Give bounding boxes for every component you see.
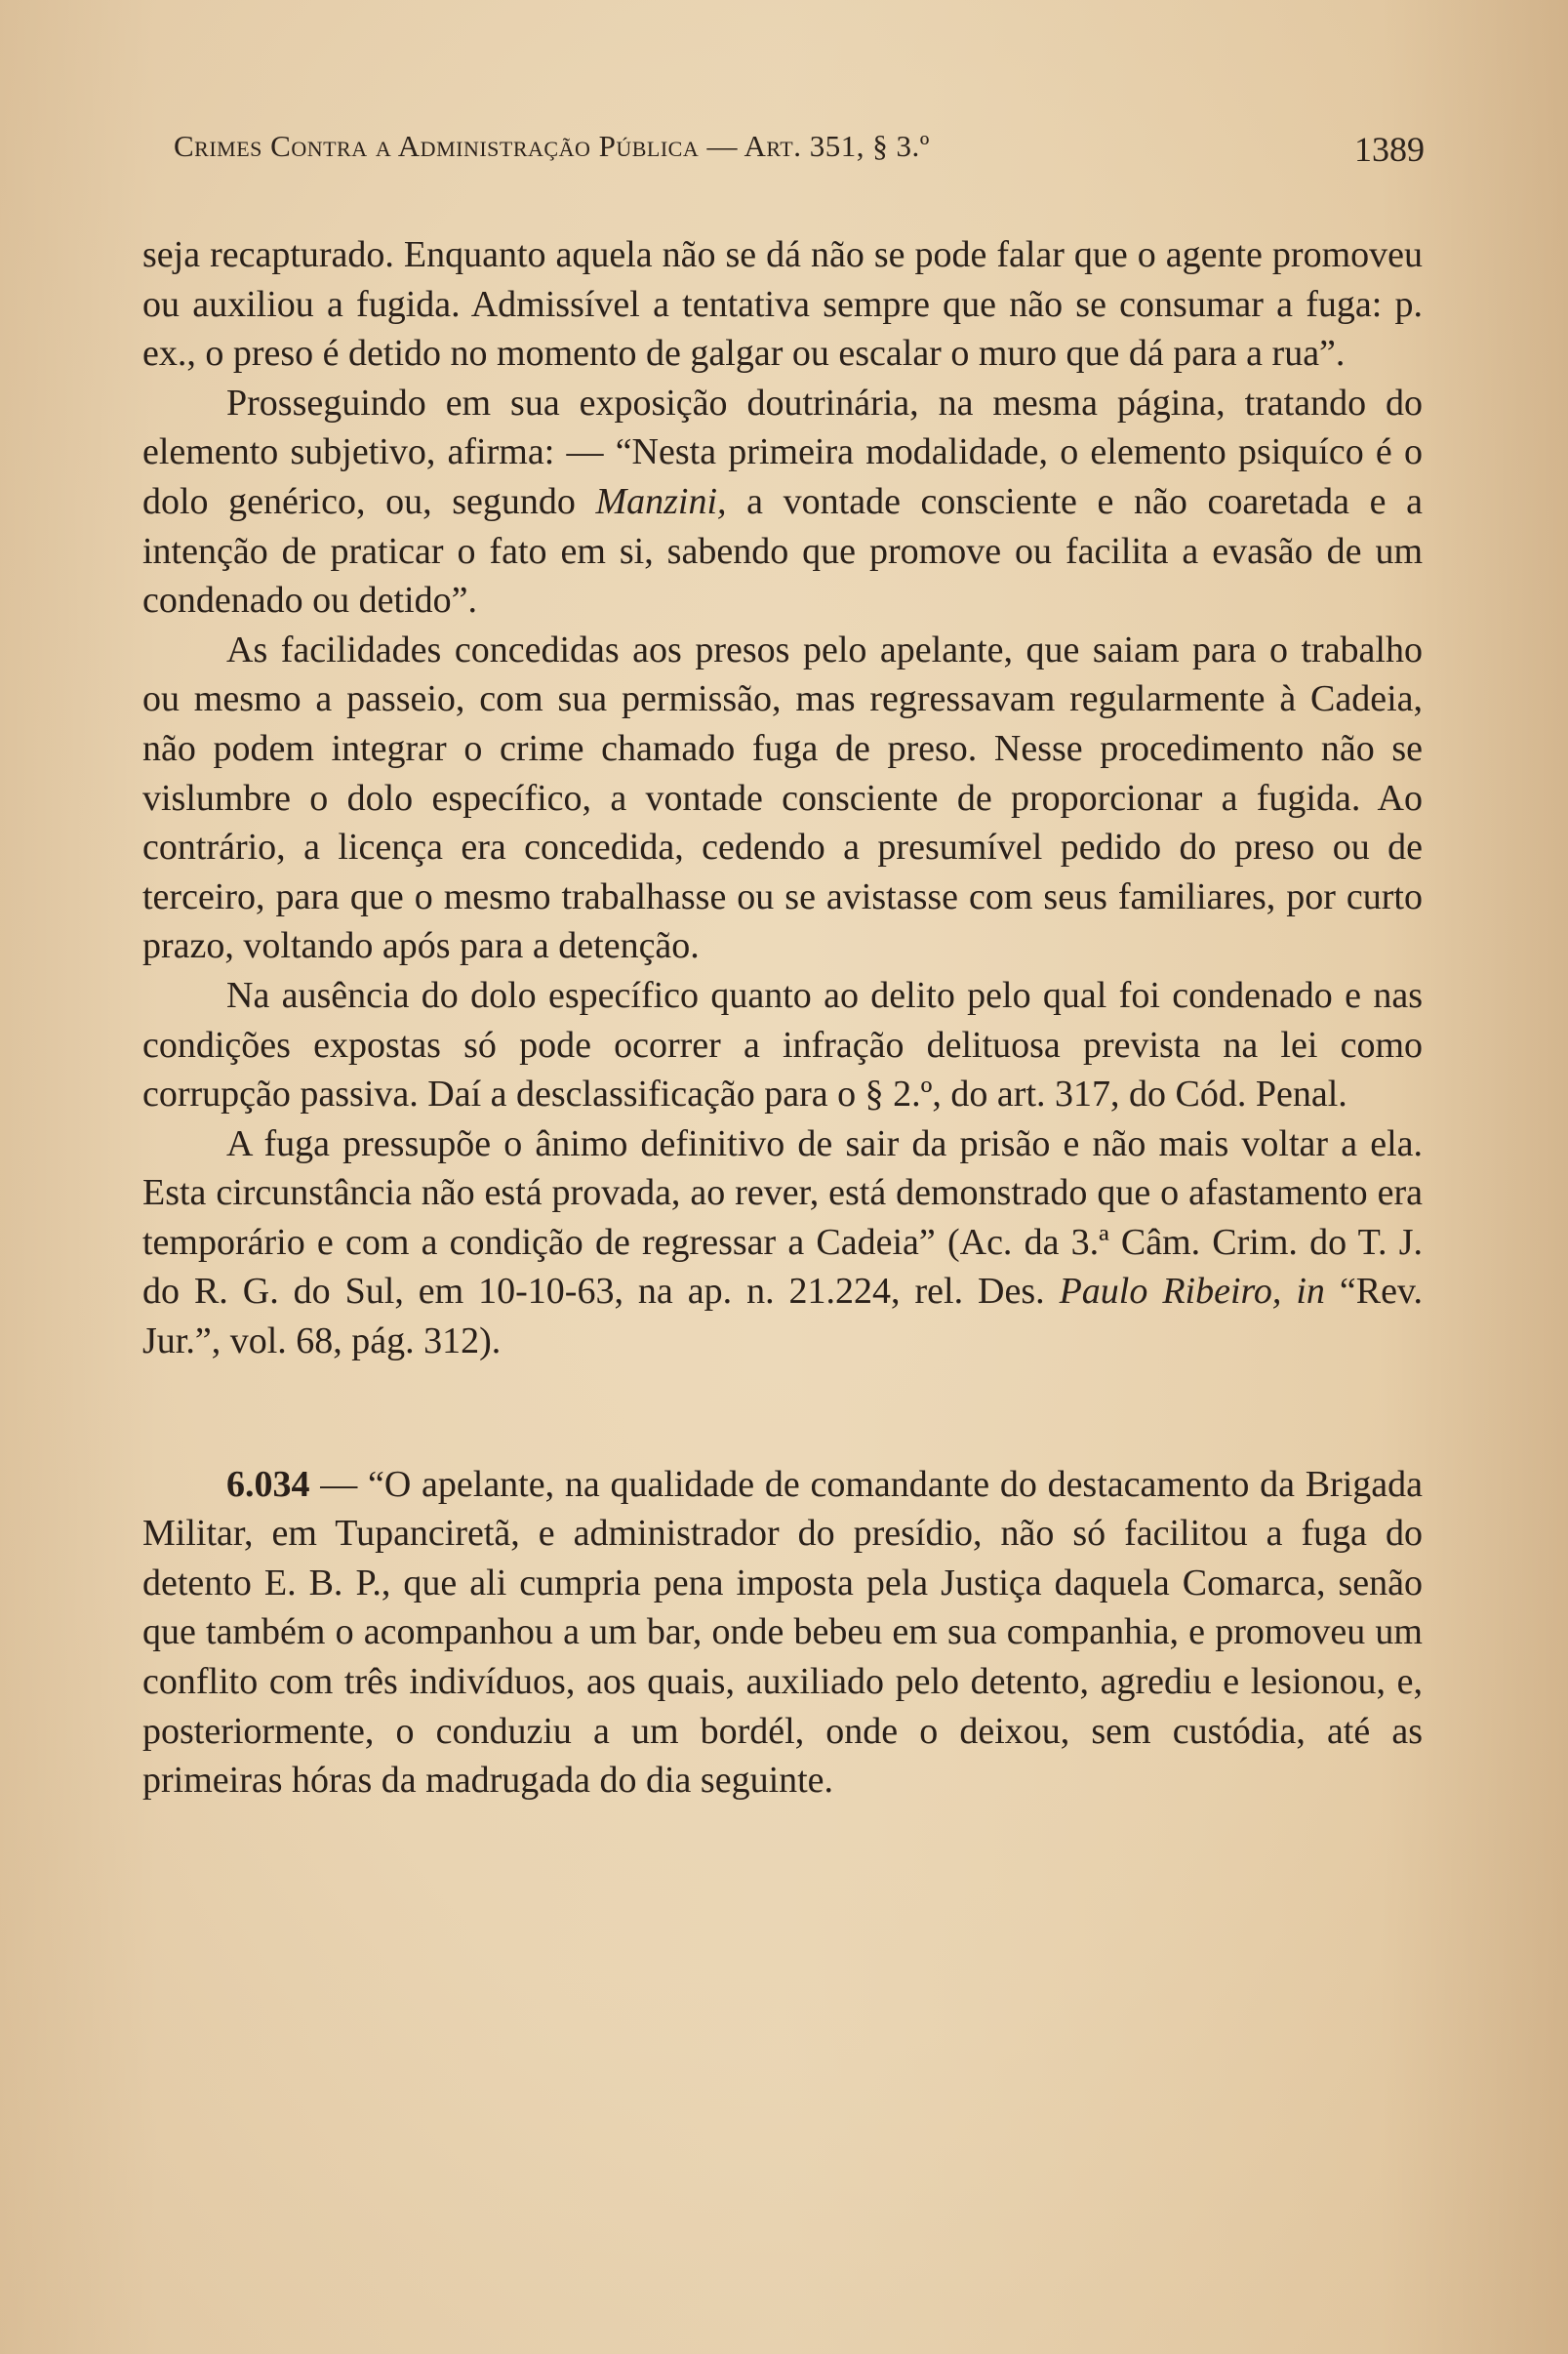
paragraph-text: a vontade consciente e não coaretada e a intenção de praticar o fato em si, sabendo que promove ou facilita a evasão de um condenado ou detido”. <box>142 480 1423 622</box>
case-number: 6.034 <box>226 1463 310 1505</box>
citation-author: Paulo Ribeiro, in <box>1059 1271 1325 1313</box>
section-gap <box>142 1366 1423 1460</box>
running-title: Crimes Contra a Administração Pública — Art. 351, § 3.º <box>174 129 930 163</box>
paragraph-text: “Rev. Jur.”, vol. 68, pág. 312). <box>142 1271 1423 1362</box>
paragraph-citation <box>142 1119 1423 1366</box>
body-text <box>142 230 1423 1806</box>
running-head <box>174 129 1425 178</box>
paragraph-facilities: As facilidades concedidas aos presos pelo apelante, que saiam para o trabalho ou mesmo a passeio, com sua permissão, mas regressavam regularmente à Cadeia, não podem integrar o crime chamado fuga de preso. Nesse procedimento não se vislumbre o dolo específico, a vontade consciente de proporcionar a fugida. Ao contrário, a licença era concedida, cedendo a presumível pedido do preso ou de terceiro, para que o mesmo trabalhasse ou se avistasse com seus familiares, por curto prazo, voltando após para a detenção. <box>142 629 1423 967</box>
paragraph-text: A fuga pressupõe o ânimo definitivo de sair da prisão e não mais voltar a ela. Esta circunstância não está provada, ao rever, está demonstrado que o afastamento era temporário e com a condição de regressar a Cadeia” (Ac. da 3.ª Câm. Crim. do T. J. do R. G. do Sul, em 10-10-63, na ap. n. 21.224, rel. Des. <box>142 1122 1423 1313</box>
paragraph-specific-intent: Na ausência do dolo específico quanto ao delito pelo qual foi condenado e nas condições expostas só pode ocorrer a infração delituosa prevista na lei como corrupção passiva. Daí a desclassificação para o § 2.º, do art. 317, do Cód. Penal. <box>142 974 1423 1116</box>
paragraph-text: — “O apelante, na qualidade de comandante do destacamento da Brigada Militar, em Tupanciretã, e administrador do presídio, não só facilitou a fuga do detento E. B. P., que ali cumpria pena imposta pela Justiça daquela Comarca, senão que também o acompanhou a um bar, onde bebeu em sua companhia, e promoveu um conflito com três indivíduos, aos quais, auxiliado pelo detento, agrediu e lesionou, e, posteriormente, o conduziu a um bordél, onde o deixou, sem custódia, até as primeiras hóras da madrugada do dia seguinte. <box>142 1463 1423 1802</box>
paragraph-case-6034 <box>142 1460 1423 1806</box>
paragraph-continuation: seja recapturado. Enquanto aquela não se dá não se pode falar que o agente promoveu ou auxiliou a fugida. Admissível a tentativa sempre que não se consumar a fuga: p. ex., o preso é detido no momento de galgar ou escalar o muro que dá para a rua”. <box>142 234 1423 375</box>
paragraph-doctrine <box>142 379 1423 626</box>
author-name: Manzini, <box>595 480 727 522</box>
paragraph-text: Prosseguindo em sua exposição doutrinária, na mesma página, tratando do elemento subjetivo, afirma: — “Nesta primeira modalidade, o elemento psiquíco é o dolo genérico, ou, segundo <box>142 382 1423 522</box>
page-number: 1389 <box>1354 130 1425 169</box>
